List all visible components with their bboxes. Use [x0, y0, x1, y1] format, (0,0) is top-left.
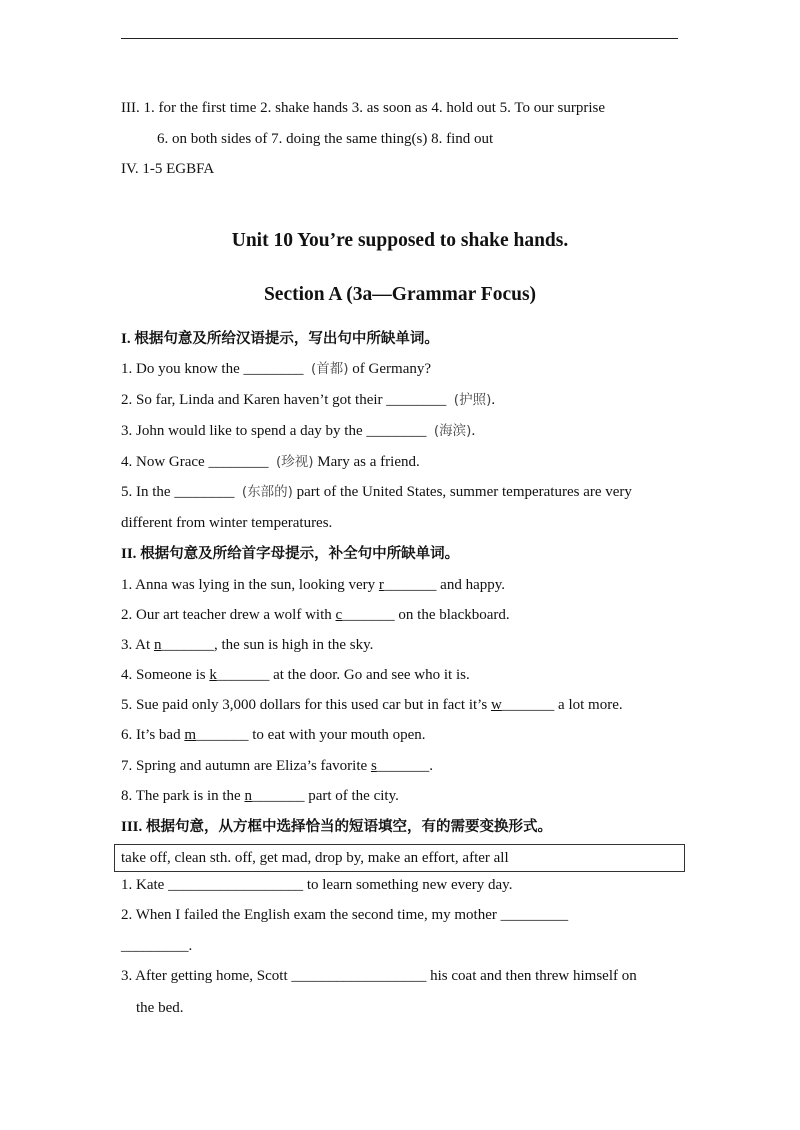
- part3-number: III.: [121, 819, 147, 835]
- item-text: 1. Kate: [121, 877, 169, 893]
- part2-item-8: [121, 787, 399, 805]
- phrase-list: take off, clean sth. off, get mad, drop by, make an effort, after all: [121, 850, 509, 866]
- part1-item-1: [121, 360, 431, 378]
- initial-letter: n: [244, 788, 252, 804]
- chinese-hint: (东部的): [241, 484, 293, 500]
- part1-item-2: [121, 391, 495, 409]
- chinese-hint: (护照): [453, 392, 492, 408]
- answer-blank[interactable]: _______: [383, 577, 437, 593]
- answer-line-iv: IV. 1-5 EGBFA: [121, 161, 215, 177]
- chinese-hint: (首都): [311, 361, 349, 377]
- part3-item-2: [121, 906, 568, 924]
- part1-item-5-continued: different from winter temperatures.: [121, 515, 333, 531]
- item-text: .: [471, 423, 476, 439]
- answer-blank[interactable]: _________: [500, 907, 569, 923]
- initial-letter: m: [184, 727, 196, 743]
- item-text: on the blackboard.: [394, 607, 510, 623]
- item-text: 3. At: [121, 637, 154, 653]
- initial-letter: k: [209, 667, 217, 683]
- answer-blank[interactable]: _______: [251, 788, 305, 804]
- item-text: Mary as a friend.: [313, 454, 420, 470]
- part2-item-6: [121, 726, 426, 744]
- part2-item-2: [121, 606, 510, 624]
- item-text: 7. Spring and autumn are Eliza’s favorite: [121, 758, 371, 774]
- item-text: 3. After getting home, Scott: [121, 968, 292, 984]
- item-text: to eat with your mouth open.: [248, 727, 426, 743]
- part3-item-3-continued: the bed.: [136, 1000, 184, 1016]
- item-text: a lot more.: [554, 697, 623, 713]
- part1-item-5: [121, 483, 632, 501]
- initial-letter: s: [370, 758, 377, 774]
- item-text: 6. It’s bad: [121, 727, 185, 743]
- part2-item-3: [121, 636, 373, 654]
- chinese-hint: (海滨): [433, 423, 472, 439]
- part3-item-1: [121, 876, 512, 894]
- unit-title: Unit 10 You’re supposed to shake hands.: [231, 230, 569, 251]
- part2-item-4: [121, 666, 470, 684]
- item-text: 4. Now Grace: [121, 454, 209, 470]
- part1-item-3: [121, 422, 475, 440]
- item-text: of Germany?: [348, 361, 432, 377]
- part2-number: II.: [121, 546, 141, 562]
- part2-heading: [121, 545, 459, 563]
- answer-line-iii-1: III. 1. for the first time 2. shake hands 3. as soon as 4. hold out 5. To our surprise: [121, 100, 606, 116]
- answer-blank[interactable]: __________________: [168, 877, 304, 893]
- item-text: 1. Do you know the: [121, 361, 244, 377]
- part1-heading: [121, 330, 439, 348]
- item-text: his coat and then threw himself on: [426, 968, 637, 984]
- answer-blank[interactable]: _______: [216, 667, 270, 683]
- part2-item-1: [121, 576, 505, 594]
- part3-heading: [121, 818, 552, 836]
- answer-blank[interactable]: _______: [196, 727, 249, 743]
- answer-blank[interactable]: ________: [386, 392, 447, 408]
- item-text: part of the United States, summer temperatures are very: [292, 484, 632, 500]
- section-title: Section A (3a—Grammar Focus): [263, 284, 537, 305]
- item-text: .: [491, 392, 496, 408]
- answer-blank[interactable]: ________: [243, 361, 304, 377]
- answer-blank[interactable]: _______: [376, 758, 430, 774]
- answer-blank[interactable]: _______: [161, 637, 214, 653]
- initial-letter: n: [153, 637, 162, 653]
- part3-item-3: [121, 967, 637, 985]
- item-text: , the sun is high in the sky.: [213, 637, 374, 653]
- answer-blank[interactable]: ________: [208, 454, 269, 470]
- part1-number: I.: [121, 331, 135, 347]
- answer-blank[interactable]: ________: [174, 484, 235, 500]
- answer-blank[interactable]: _______: [501, 697, 555, 713]
- item-text: 3. John would like to spend a day by the: [121, 423, 367, 439]
- initial-letter: r: [378, 577, 384, 593]
- item-text: 2. So far, Linda and Karen haven’t got their: [121, 392, 387, 408]
- item-text: .: [429, 758, 434, 774]
- header-rule: [121, 38, 678, 39]
- item-text: at the door. Go and see who it is.: [269, 667, 470, 683]
- initial-letter: c: [335, 607, 343, 623]
- answer-line-iii-2: 6. on both sides of 7. doing the same thing(s) 8. find out: [157, 131, 494, 147]
- part2-heading-text: 根据句意及所给首字母提示，补全句中所缺单词。: [140, 546, 460, 562]
- item-text: .: [188, 938, 193, 954]
- item-text: 2. When I failed the English exam the second time, my mother: [121, 907, 501, 923]
- part3-heading-text: 根据句意，从方框中选择恰当的短语填空，有的需要变换形式。: [146, 819, 553, 835]
- answer-blank[interactable]: _______: [342, 607, 395, 623]
- part2-item-7: [121, 757, 433, 775]
- part3-item-2-continued: [121, 937, 192, 955]
- chinese-hint: (珍视): [275, 454, 314, 470]
- initial-letter: w: [490, 697, 502, 713]
- part1-item-4: [121, 453, 420, 471]
- item-text: and happy.: [436, 577, 505, 593]
- part1-heading-text: 根据句意及所给汉语提示，写出句中所缺单词。: [134, 331, 439, 347]
- answer-blank[interactable]: ________: [366, 423, 427, 439]
- item-text: to learn something new every day.: [303, 877, 513, 893]
- item-text: 5. Sue paid only 3,000 dollars for this used car but in fact it’s: [121, 697, 491, 713]
- part2-item-5: [121, 696, 623, 714]
- phrase-box: [114, 844, 685, 872]
- item-text: 1. Anna was lying in the sun, looking very: [121, 577, 379, 593]
- item-text: 2. Our art teacher drew a wolf with: [121, 607, 336, 623]
- item-text: 4. Someone is: [121, 667, 210, 683]
- item-text: 8. The park is in the: [121, 788, 245, 804]
- answer-blank[interactable]: __________________: [291, 968, 427, 984]
- item-text: 5. In the: [121, 484, 175, 500]
- item-text: part of the city.: [304, 788, 399, 804]
- answer-blank[interactable]: _________: [121, 938, 189, 954]
